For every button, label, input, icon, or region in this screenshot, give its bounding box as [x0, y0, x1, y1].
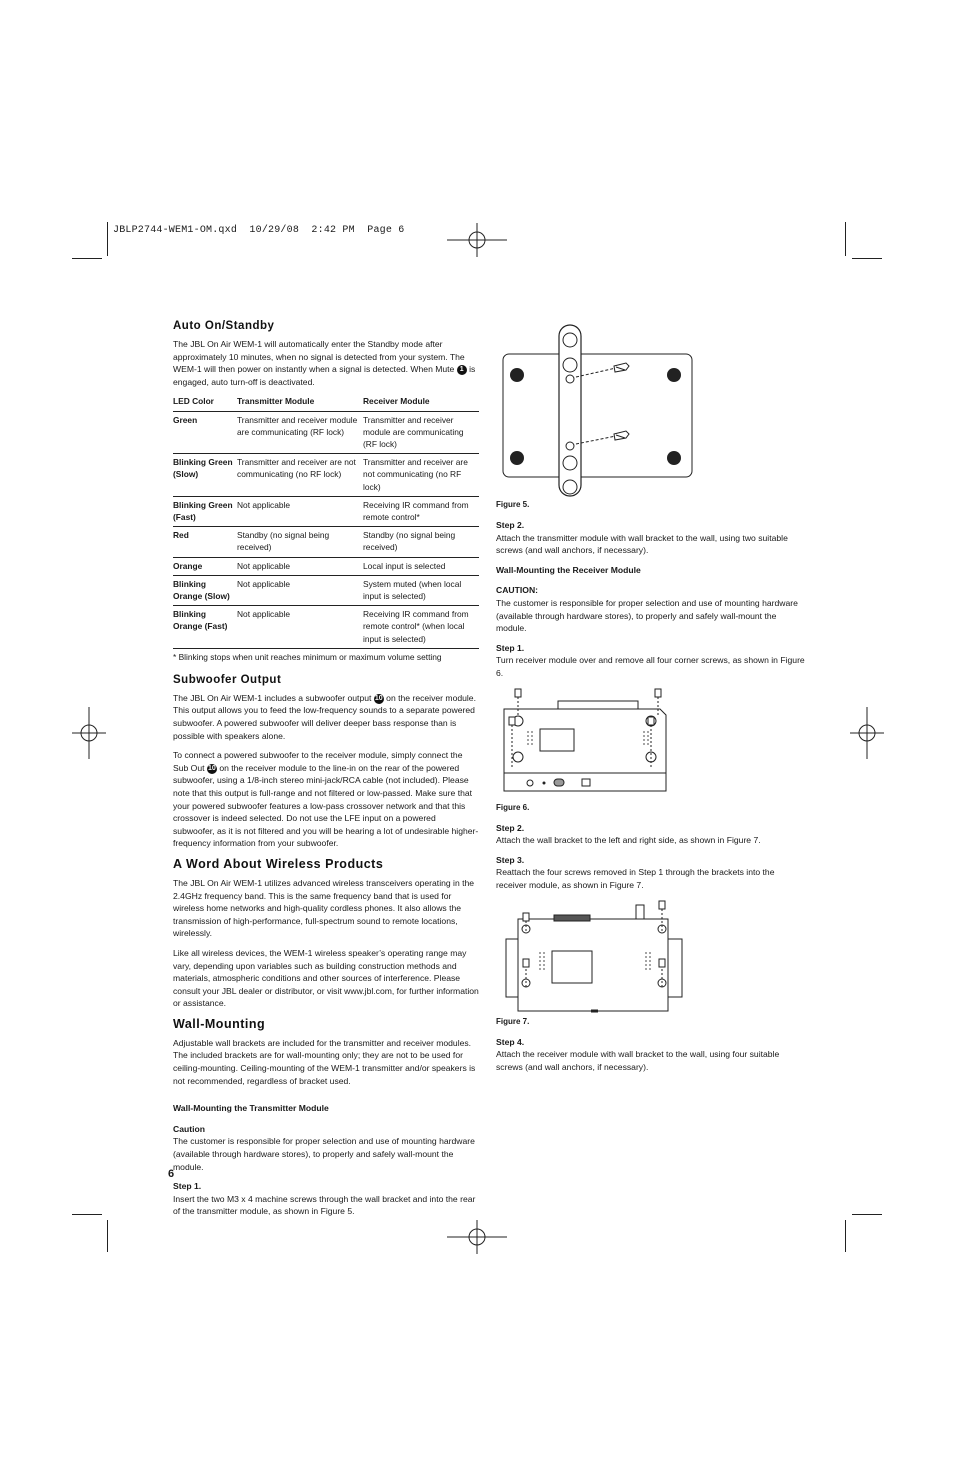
registration-mark-icon — [447, 1220, 507, 1254]
crop-mark — [852, 1214, 882, 1215]
receiver-cell: Standby (no signal being received) — [363, 527, 479, 557]
receiver-mount-heading: Wall-Mounting the Receiver Module — [496, 564, 641, 575]
wireless-text-1: The JBL On Air WEM-1 utilizes advanced wireless transceivers operating in the 2.4GHz frequency band. This is the same frequency band that is used for wireless home networks and high-quality cordless phones. It also allows the transmission of high-performance, full-spectrum sound to remote locations, wirelessly. — [173, 877, 475, 939]
right-column — [496, 322, 806, 1080]
table-row — [173, 606, 479, 649]
crop-mark — [72, 1214, 102, 1215]
sub-out-number-icon: 10 — [374, 694, 383, 702]
figure-5-transmitter-bracket-illustration — [496, 322, 696, 498]
led-table — [173, 395, 479, 648]
crop-mark — [845, 1220, 846, 1252]
figure-6-caption: Figure 6. — [496, 802, 530, 812]
led-header-transmitter: Transmitter Module — [237, 395, 363, 411]
table-row — [173, 411, 479, 454]
mute-number-icon: 1 — [457, 365, 467, 375]
figure-6-receiver-screws-illustration — [496, 687, 676, 799]
led-color-cell: Blinking Green (Slow) — [173, 454, 237, 497]
transmitter-cell: Not applicable — [237, 496, 363, 526]
transmitter-cell: Transmitter and receiver are not communicating (no RF lock) — [237, 454, 363, 497]
step1-text: Insert the two M3 x 4 machine screws through the wall bracket and into the rear of the transmitter module, as shown in Figure 5. — [173, 1193, 476, 1217]
receiver-step4-heading: Step 4. — [496, 1036, 525, 1047]
led-table-header — [173, 395, 479, 411]
receiver-step3-text: Reattach the four screws removed in Step 1 through the brackets into the receiver module, as shown in Figure 7. — [496, 867, 775, 890]
receiver-step4-text: Attach the receiver module with wall bracket to the wall, using four suitable screws (and wall anchors, if necessary). — [496, 1049, 780, 1072]
caution-heading: Caution — [173, 1123, 205, 1134]
receiver-caution-text: The customer is responsible for proper selection and use of mounting hardware (available through hardware stores), to properly and safely wall-mount the module. — [496, 597, 798, 634]
transmitter-cell: Not applicable — [237, 606, 363, 649]
receiver-step1-text: Turn receiver module over and remove all four corner screws, as shown in Figure 6. — [496, 655, 805, 678]
receiver-cell: System muted (when local input is selected) — [363, 575, 479, 605]
step1-heading: Step 1. — [173, 1181, 202, 1192]
table-row — [173, 454, 479, 497]
led-header-receiver: Receiver Module — [363, 395, 479, 411]
print-slug: JBLP2744-WEM1-OM.qxd 10/29/08 2:42 PM Page 6 — [113, 225, 405, 236]
section-title-auto-standby: Auto On/Standby — [173, 320, 275, 332]
transmitter-cell: Not applicable — [237, 575, 363, 605]
section-title-wall-mounting: Wall-Mounting — [173, 1016, 266, 1031]
registration-mark-icon — [447, 223, 507, 257]
table-footnote: * Blinking stops when unit reaches minimum or maximum volume setting — [173, 651, 442, 662]
subwoofer-text-2: To connect a powered subwoofer to the receiver module, simply connect the Sub Out 10 on the receiver module to the line-in on the rear of the powered subwoofer, using a 1/8-inch stereo mini-jack/RCA cable (not included). Please note that this output is full-range and not filtered or low-passed. Make sure that your powered subwoofer features a low-pass crossover network and that this crossover is indeed selected. Do not use the LFE input on a powered subwoofer, as it is not filtered and you will be hearing a lot of undesirable higher-frequency information from your subwoofer. — [173, 750, 479, 849]
crop-mark — [72, 258, 102, 259]
crop-mark — [107, 1220, 108, 1252]
led-header-color: LED Color — [173, 395, 237, 411]
transmitter-cell: Not applicable — [237, 557, 363, 575]
receiver-cell: Transmitter and receiver are not communicating (no RF lock) — [363, 454, 479, 497]
crop-mark — [107, 222, 108, 256]
table-row — [173, 527, 479, 557]
crop-mark — [852, 258, 882, 259]
step2-heading: Step 2. — [496, 520, 525, 530]
table-row — [173, 496, 479, 526]
figure-7-caption: Figure 7. — [496, 1016, 530, 1026]
led-color-cell: Blinking Green (Fast) — [173, 496, 237, 526]
section-title-wireless: A Word About Wireless Products — [173, 856, 384, 871]
table-row — [173, 557, 479, 575]
led-color-cell: Orange — [173, 557, 237, 575]
receiver-caution-heading: CAUTION: — [496, 585, 539, 596]
led-color-cell: Blinking Orange (Fast) — [173, 606, 237, 649]
receiver-cell: Receiving IR command from remote control* — [363, 496, 479, 526]
receiver-cell: Transmitter and receiver module are communicating (RF lock) — [363, 411, 479, 454]
auto-standby-text: The JBL On Air WEM-1 will automatically enter the Standby mode after approximately 10 minutes, when no signal is detected from your system. The WEM-1 will then power on instantly when a signal is detected. When Mute 1 is engaged, auto turn-off is deactivated. — [173, 339, 476, 387]
registration-mark-icon — [72, 707, 106, 759]
left-column — [173, 320, 479, 1225]
receiver-step3-heading: Step 3. — [496, 854, 525, 865]
figure-5-caption: Figure 5. — [496, 500, 530, 509]
transmitter-cell: Standby (no signal being received) — [237, 527, 363, 557]
registration-mark-icon — [850, 707, 884, 759]
receiver-step2-heading: Step 2. — [496, 822, 525, 833]
led-color-cell: Red — [173, 527, 237, 557]
figure-7-receiver-bracket-illustration — [496, 899, 696, 1017]
table-row — [173, 575, 479, 605]
sub-out-number-icon: 10 — [208, 764, 216, 772]
caution-text: The customer is responsible for proper selection and use of mounting hardware (available through hardware stores), to properly and safely wall-mount the module. — [173, 1136, 475, 1172]
transmitter-mount-heading: Wall-Mounting the Transmitter Module — [173, 1103, 329, 1114]
subwoofer-text-1: The JBL On Air WEM-1 includes a subwoofer output 10 on the receiver module. This output allows you to feed the low-frequency sounds to a separate powered subwoofer. A powered subwoofer will deliver deeper bass response than is possible with speakers alone. — [173, 692, 476, 741]
page-number: 6 — [168, 1168, 175, 1180]
led-color-cell: Blinking Orange (Slow) — [173, 575, 237, 605]
step2-text: Attach the transmitter module with wall bracket to the wall, using two suitable screws (and wall anchors, if necessary). — [496, 532, 788, 556]
receiver-cell: Receiving IR command from remote control* (when local input is selected) — [363, 606, 479, 649]
receiver-cell: Local input is selected — [363, 557, 479, 575]
crop-mark — [845, 222, 846, 256]
receiver-step1-heading: Step 1. — [496, 642, 525, 653]
section-title-subwoofer: Subwoofer Output — [173, 673, 282, 686]
wireless-text-2: Like all wireless devices, the WEM-1 wireless speaker’s operating range may vary, depending upon variables such as building construction methods and materials, atmospheric conditions and other sources of interference. Please consult your JBL dealer or distributor, or visit www.jbl.com, for further information or assistance. — [173, 947, 479, 1009]
led-color-cell: Green — [173, 411, 237, 454]
transmitter-cell: Transmitter and receiver module are communicating (RF lock) — [237, 411, 363, 454]
wall-mounting-text: Adjustable wall brackets are included for the transmitter and receiver modules. The included brackets are for wall-mounting only; they are not to be used for ceiling-mounting. Ceiling-mounting of the WEM-1 transmitter and/or speakers is not recommended, regardless of bracket used. — [173, 1037, 476, 1086]
receiver-step2-text: Attach the wall bracket to the left and right side, as shown in Figure 7. — [496, 835, 761, 846]
